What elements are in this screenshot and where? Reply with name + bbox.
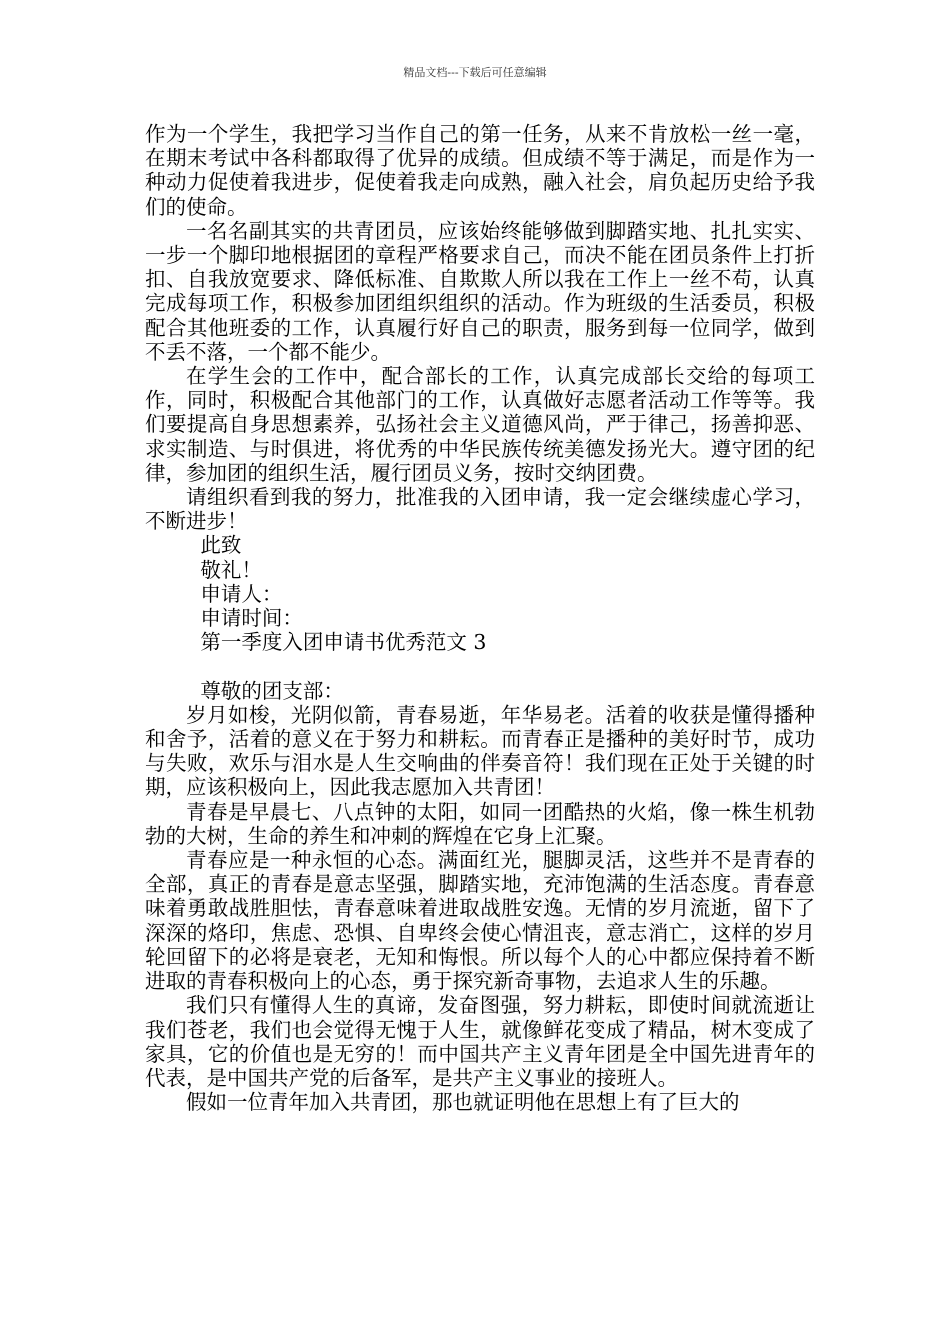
date-line: 申请时间： <box>200 606 303 631</box>
paragraph: 假如一位青年加入共青团，那也就证明他在思想上有了巨大的 <box>186 1090 740 1115</box>
paragraph: 岁月如梭，光阴似箭，青春易逝，年华易老。活着的收获是懂得播种和舍予，活着的意义在于努力和耕耘。而青春正是播种的美好时节，成功与失败，欢乐与泪水是人生交响曲的伴奏音符！我们现在正处于关键的时期，应该积极向上，因此我志愿加入共青团！ <box>145 702 815 800</box>
paragraph: 作为一个学生，我把学习当作自己的第一任务，从来不肯放松一丝一毫，在期末考试中各科都取得了优异的成绩。但成绩不等于满足，而是作为一种动力促使着我进步，促使着我走向成熟，融入社会，肩负起历史给予我们的使命。 <box>145 122 815 219</box>
closing-line: 敬礼！ <box>200 557 262 582</box>
closing-line: 此致 <box>200 533 242 558</box>
paragraph: 请组织看到我的努力，批准我的入团申请，我一定会继续虚心学习，不断进步！ <box>145 485 815 534</box>
paragraph: 我们只有懂得人生的真谛，发奋图强，努力耕耘，即使时间就流逝让我们苍老，我们也会觉得无愧于人生，就像鲜花变成了精品，树木变成了家具，它的价值也是无穷的！而中国共产主义青年团是全中国先进青年的代表，是中国共产党的后备军，是共产主义事业的接班人。 <box>145 993 815 1090</box>
salutation: 尊敬的团支部： <box>200 678 344 703</box>
document-body <box>145 122 815 1114</box>
paragraph: 青春是早晨七、八点钟的太阳，如同一团酷热的火焰，像一株生机勃勃的大树，生命的养生和冲刺的辉煌在它身上汇聚。 <box>145 799 815 848</box>
paragraph: 一名名副其实的共青团员，应该始终能够做到脚踏实地、扎扎实实、一步一个脚印地根据团的章程严格要求自己，而决不能在团员条件上打折扣、自我放宽要求、降低标准、自欺欺人所以我在工作上一丝不苟，认真完成每项工作，积极参加团组织组织的活动。作为班级的生活委员，积极配合其他班委的工作，认真履行好自己的职责，服务到每一位同学，做到不丢不落，一个都不能少。 <box>145 218 815 364</box>
blank-line <box>145 654 815 678</box>
applicant-line: 申请人： <box>200 581 283 606</box>
section-title: 第一季度入团申请书优秀范文 3 <box>200 630 487 655</box>
paragraph: 在学生会的工作中，配合部长的工作，认真完成部长交给的每项工作，同时，积极配合其他部门的工作，认真做好志愿者活动工作等等。我们要提高自身思想素养，弘扬社会主义道德风尚，严于律己，扬善抑恶、求实制造、与时俱进，将优秀的中华民族传统美德发扬光大。遵守团的纪律，参加团的组织生活，履行团员义务，按时交纳团费。 <box>145 364 815 485</box>
paragraph: 青春应是一种永恒的心态。满面红光，腿脚灵活，这些并不是青春的全部，真正的青春是意志坚强，脚踏实地，充沛饱满的生活态度。青春意味着勇敢战胜胆怯，青春意味着进取战胜安逸。无情的岁月流逝，留下了深深的烙印，焦虑、恐惧、自卑终会使心情沮丧，意志消亡，这样的岁月轮回留下的必将是衰老，无知和悔恨。所以每个人的心中都应保持着不断进取的青春积极向上的心态，勇于探究新奇事物，去追求人生的乐趣。 <box>145 848 815 994</box>
page-header: 精品文档---下载后可任意编辑 <box>403 66 547 79</box>
